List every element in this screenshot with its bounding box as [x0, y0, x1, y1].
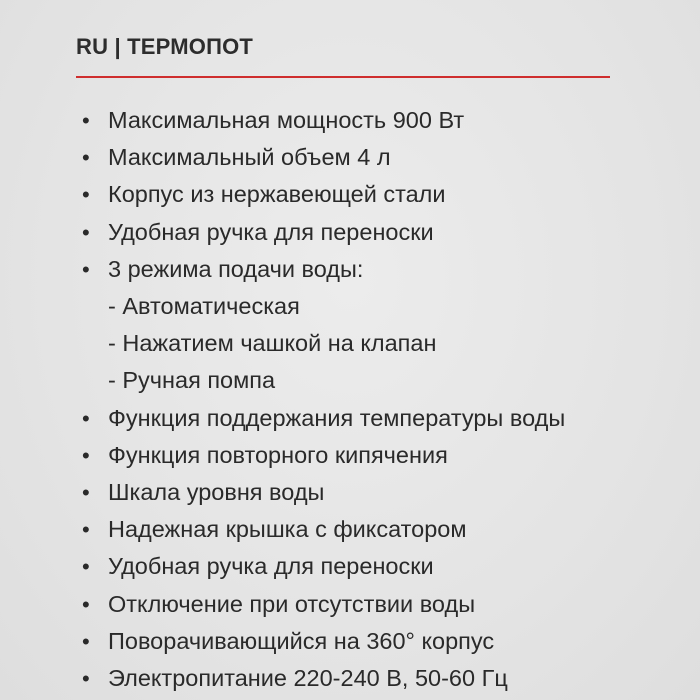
- bullet-icon: •: [82, 666, 90, 692]
- feature-text: Максимальный объем 4 л: [108, 144, 391, 171]
- bullet-icon: •: [82, 256, 90, 282]
- list-item: [82, 548, 565, 585]
- feature-text: Шкала уровня воды: [108, 479, 325, 506]
- list-item: [82, 176, 565, 213]
- feature-text: Корпус из нержавеющей стали: [108, 181, 446, 208]
- list-item: [82, 400, 565, 437]
- list-item: [82, 437, 565, 474]
- feature-text: 3 режима подачи воды:: [108, 255, 364, 282]
- list-item: [82, 623, 565, 660]
- list-item: [82, 660, 565, 697]
- sub-list-item: - Автоматическая: [108, 293, 300, 320]
- bullet-icon: •: [82, 442, 90, 468]
- feature-text: Отключение при отсутствии воды: [108, 590, 476, 617]
- red-divider-line: [76, 76, 610, 78]
- water-supply-modes-list: [108, 288, 565, 400]
- page-title: RU | ТЕРМОПОТ: [76, 34, 254, 59]
- feature-text: Максимальная мощность 900 Вт: [108, 107, 465, 133]
- bullet-icon: •: [82, 591, 90, 617]
- list-item: [82, 214, 565, 251]
- bullet-icon: •: [82, 405, 90, 431]
- list-item: [82, 511, 565, 548]
- sub-list-item: - Ручная помпа: [108, 367, 276, 394]
- feature-text: Функция поддержания температуры воды: [108, 404, 566, 431]
- feature-text: Электропитание 220-240 В, 50-60 Гц: [108, 665, 508, 692]
- feature-text: Поворачивающийся на 360° корпус: [108, 627, 495, 654]
- list-item: [82, 474, 565, 511]
- feature-text: Удобная ручка для переноски: [108, 553, 434, 580]
- list-item: [82, 139, 565, 176]
- feature-list: [82, 102, 565, 697]
- bullet-icon: •: [82, 517, 90, 543]
- bullet-icon: •: [82, 108, 90, 133]
- sub-list-item: - Нажатием чашкой на клапан: [108, 330, 437, 357]
- feature-text: Надежная крышка с фиксатором: [108, 516, 467, 543]
- list-item: [82, 251, 565, 400]
- bullet-icon: •: [82, 554, 90, 580]
- list-item: [82, 102, 565, 139]
- bullet-icon: •: [82, 628, 90, 654]
- bullet-icon: •: [82, 182, 90, 208]
- feature-text: Удобная ручка для переноски: [108, 218, 434, 245]
- list-item: [82, 586, 565, 623]
- bullet-icon: •: [82, 219, 90, 245]
- feature-text: Функция повторного кипячения: [108, 441, 448, 468]
- bullet-icon: •: [82, 480, 90, 506]
- bullet-icon: •: [82, 145, 90, 171]
